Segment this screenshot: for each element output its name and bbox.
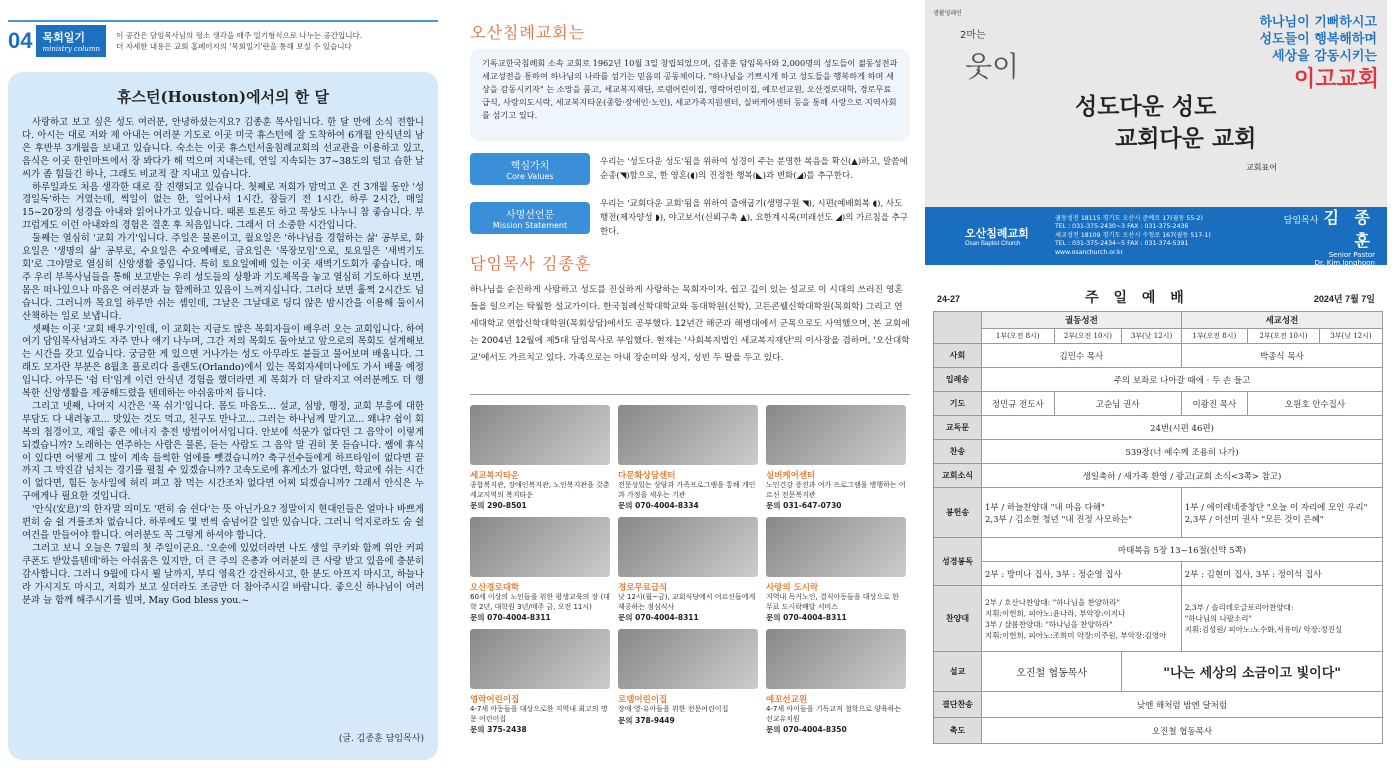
paragraph: 사랑하고 보고 싶은 성도 여러분, 안녕하셨는지요? 김종훈 목사입니다. 한 달 만에 소식 전합니다. 아시는 대로 저와 제 아내는 여러분 기도로 이곳 미국 휴스턴에 잘 도착하여 6개월 안식년의 남은 후반부 3개월을 보내고 있습니다. 숙소는 이곳 휴스턴서울침례교회의 선교관을 이용하고 있고, 음식은 이곳 한인마트에서 장 봐다가 해 먹으며 지내는데, 연일 지속되는 37~38도의 덥고 습한 날씨가 좀 힘들긴 하나, 그래도 비교적 잘 지내고 있습니다. [22, 117, 424, 180]
ministry-photo [766, 517, 906, 577]
paragraph: 둘째는 열심히 '교회 가기'입니다. 주일은 물론이고, 월요일은 '하나님을 경험하는 삶' 공부로, 화요일은 '생명의 삶' 공부로, 수요일은 수요예배로, 금요일은 '목장모임'으로, 토요일은 '새벽기도회'로 그야말로 열심히 신앙생활 중입니다. 특히 토요일예배 있는 이곳 새벽기도회가 좋습니다. 매주 우리 부목사님들을 통해 보고받는 우리 성도들의 상황과 기도제목을 놓고 열심히 기도하다 보면, 몸은 떠나있으나 마음은 여러분과 늘 함께하고 있음이 느껴지십니다. 그러다 보면 훌쩍 2시간도 넘습니다. 그러니까 목요일 하루만 쉬는 셈인데, 그날은 그날대로 딩디 않은 밤시간을 이용해 둘이서 산책하는 일로 보냅니다. [22, 233, 424, 322]
ministry-photo [470, 517, 610, 577]
letter-box [8, 72, 438, 760]
calligraphy-small: 생활영패인 [933, 10, 962, 17]
motto-line-2: 교회다운 교회 [1115, 125, 1257, 152]
ministry-photo [470, 629, 610, 689]
ministry-grid [470, 394, 910, 735]
core-values-badge: 핵심가치 Core Values [470, 153, 590, 185]
ministry-photo [618, 405, 758, 465]
signature: (글. 김종훈 담임목사) [338, 734, 424, 744]
ministry-card: 세교복지타운 종합복지관, 장애인복지관, 노인복지관을 갖춘 세교지역의 복지타운 문의 290-8501 [470, 405, 610, 511]
slogan: 하나님이 기뻐하시고 성도들이 행복해하며 세상을 감동시키는 [1259, 15, 1377, 64]
column-header [8, 20, 438, 60]
mission-badge: 사명선언문 Mission Statement [470, 202, 590, 234]
worship-order-column [925, 0, 1387, 768]
calligraphy-big: 웃이 [965, 50, 1020, 83]
church-intro: 기독교한국침례회 소속 교회로 1962년 10월 3일 창립되었으며, 김종훈 담임목사와 2,000명의 성도들이 젊동성전과 세교성전을 통하여 하나님의 나라를 섬기는 믿음의 공동체이다. "하나님을 기쁘시게 하고 성도들을 행복하게 하며 세상을 감동시키자" 는 소망을 품고, 세교복지재단, 로뎀어린이집, 영락어린이집, 예꼬선교원, 오산경로대학, 경로무료급식, 사랑의도시락, 세교복지타운(종합·장애인·노인), 세교가족지원센터, 실버케어센터 등을 통해 사랑으로 지역사회를 섬기고 있다. [470, 49, 910, 141]
letter-title: 휴스턴(Houston)에서의 한 달 [117, 88, 329, 106]
mission-row [470, 197, 910, 239]
core-values-text: 우리는 '성도다운 성도'됨을 위하여 성경이 주는 분명한 복음을 확신(▲)하고, 말씀에 순종(◥)함으로, 한 영혼(◖)의 진정한 행복(◣)과 변화(◢)를 추구한다. [600, 157, 908, 181]
church-heading: 오산침례교회는 [470, 23, 586, 42]
week-number: 24-27 [937, 294, 961, 304]
ministry-card: 다문화상담센터 전문성있는 상담과 가족프로그램을 통해 개인과 가정을 세우는 기관 문의 070-4004-8334 [618, 405, 758, 511]
church-banner [925, 0, 1387, 265]
column-description: 이 공간은 담임목사님의 평소 생각을 매주 일기형식으로 나누는 공간입니다. 더 자세한 내용은 교회 홈페이지의 '목회일기'란을 통해 보실 수 있습니다 [116, 31, 363, 51]
paragraph: '안식(安息)'의 한자말 의미도 '편히 숨 쉰다'는 뜻 아닌가요? 정말이지 현대인들은 얼마나 바쁘게 편히 숨 쉴 겨를조차 없습니다. 하루에도 몇 번씩 숨넘어갈 일만 있습니다. 그러니 억지로라도 숨 쉴 여건을 만들어야 합니다. 여러분도 꼭 그렇게 하셔야 합니다. [22, 504, 424, 541]
ministry-card: 영락어린이집 4-7세 아동들을 대상으로한 지역내 최고의 명문 어린이집 문의 375-2438 [470, 629, 610, 735]
section-tag: 목회일기 ministry column [36, 25, 106, 57]
motto-line-1: 성도다운 성도 [1075, 93, 1217, 120]
ministry-photo [766, 405, 906, 465]
ministry-photo [618, 629, 758, 689]
page-number: 04 [8, 28, 33, 53]
ministry-card: 로뎀어린이집 장애 영·유아들을 위한 전문어린이집 문의 378-9449 [618, 629, 758, 735]
paragraph: 그리고 넷째, 나머지 시간은 '푹 쉬기'입니다. 몸도 마음도... 설교, 심방, 행정, 교회 부흥에 대한 부담도 다 내려놓고... 맛있는 것도 먹고, 친구도 만나고... 그러는 하나님께 맡기고... 왜냐? 쉼이 회복의 첩경이고, 재일 좋은 에너지 충전 방법이어서입니다. 안보에 석문가 없다던 그 음악이 이렇게 되겠습니까? 노래하는 연주하는 사람은 물론, 듣는 사람도 그 음악 말 권히 못 듣습니다. 쌤에 휴식이 있다면 어떻게 그 많이 계속 들썩한 엄에를 뺏겼습니까? 축구선수들에게 하프타임이 없다면 끝까지 그 박진감 넘치는 경기를 펼칠 수 있겠습니까? 고속도로에 휴게소가 없다면, 학교에 쉬는 시간이 없다면, 힘든 농사일에 허리 펴고 참 먹는 시간조차 없다면 어찌 되겠습니까? 그래서 안식은 누구에게나 필요한 것입니다. [22, 400, 424, 503]
calligraphy-mid: 2마는 [960, 30, 986, 41]
ministry-photo [766, 629, 906, 689]
worship-order-table: 궐동성전 세교성전 1부(오전 8시) 2부(오전 10시) 3부(낮 12시) 1부(오전 8시) 2부(오전 10시) 3부(낮 12시) 사회 김민수 목사 박종식 목사 입례송 주의 보좌로 나아갈 때에 · 두 손 들고 기도 정민규 전도사 고순님 권사 이광진 목사 오원호 안수집사 교독문 24번(시편 46편) 찬송 539장(너 예수께 조용히 나가) 교회소식 생일축하 / 새가족 환영 / 광고(교회 소식<3쪽> 참고) 봉헌송 1부 / 하늘찬양대 "내 마음 다해" 2,3부 / 김소현 청년 "내 진정 사모하는" 1부 / 에이레네중창단 "오늘 이 자리에 모인 우리" 2,3부 / 이선미 권사 "모든 것이 은혜" 성경봉독 마태복음 5장 13~16절(신약 5쪽) 2부 : 방미나 집사, 3부 : 정순영 집사 2부 : 김현미 집사, 3부 : 정이석 집사 찬양대 2부 / 호산나찬양대: "하나님을 찬양하라" 지휘:이헌희, 피아노:윤나라, 부악장:이지나 3부 / 샬롬찬양대: "하나님을 찬양하라" 지휘:이헌희, 피아노:조희미 악장:이주원, 부악장:김영아 2,3부 / 솔리데오글로리아찬양대: "하나님의 나팔소리" 지휘:김성원/ 피아노:노수화,서유미/ 악장:정진실 설교 오진철 협동목사 "나는 세상의 소금이고 빛이다" 결단찬송 낮엔 해처럼 밤엔 달처럼 축도 오진철 협동목사 [933, 311, 1383, 744]
worship-title: 주 일 예 배 [1085, 290, 1189, 306]
pastor-heading: 담임목사 김종훈 [470, 254, 592, 273]
church-logo: 이고교회 [1293, 67, 1379, 92]
pastor-info: 담임목사 김 종 훈 Senior Pastor Dr. Kim,Jonghoon [1283, 208, 1375, 265]
mission-text: 우리는 '교회다운 교회'됨을 위하여 출애굽기(생명구원 ◥), 시편(예배회복 ◖), 사도행전(제자양성 ◗), 야고보서(신뢰구축 ▲), 요한계시록(미래선도 ◢)의 가르침을 추구한다. [600, 199, 909, 237]
section-badge [8, 24, 106, 58]
ministry-card: 예꼬선교원 4-7세 아이들을 기독교적 철학으로 양육하는 선교유치원 문의 070-4004-8350 [766, 629, 906, 735]
ministry-card: 실버케어센터 노인건강 증진과 여가 프로그램을 병행하는 어르신 전문복지관 문의 031-647-0730 [766, 405, 906, 511]
worship-header [937, 287, 1375, 307]
core-values-row [470, 153, 910, 185]
ministry-photo [618, 517, 758, 577]
church-address: 궐동성전 18115 경기도 오산시 준예로 17(궐동 55-2) TEL : 031-375-2430~3 FAX : 031-375-2436 세교성전 18109 경기도 오산시 수청로 167(궐동 517-1) TEL : 031-375-2434~5 FAX : 031-374-5391 www.osanchurch.or.kr [1055, 214, 1211, 256]
worship-date: 2024년 7월 7일 [1313, 294, 1375, 304]
motto-label: 교회표어 [1246, 163, 1277, 172]
ministry-card: 오산경로대학 60세 이상의 노인들을 위한 평생교육의 장 (대학 2년, 대학원 3년/매주 금, 오전 11시) 문의 070-4004-8311 [470, 517, 610, 623]
church-intro-column [470, 20, 910, 760]
church-info-bar [925, 207, 1387, 265]
pastor-bio: 하나님을 순진하게 사랑하고 성도를 진실하게 사랑하는 목회자이자, 쉽고 깊이 있는 설교로 이 시대의 쓰러진 영혼들을 일으키는 탁월한 설교가이다. 한국침례신학대학교와 동대학원(신학), 고든콘웰신학대학원(목회학) 그리고 연세대학교 연합신학대학원(목회상담)에서도 공부했다. 12년간 해군과 해병대에서 군목으로도 사역했으며, 본 교회에는 2004년 12월에 제5대 담임목사로 부임했다. 현재는 '사회복지법인 세교복지재단'의 이사장을 겸하며, '오산대학교'에서도 가르치고 있다. 가족으로는 아내 장순미와 성지, 성빈 두 딸을 두고 있다. [470, 285, 910, 363]
ministry-card: 경로무료급식 낮 12시(월~금), 교회식당에서 어르신들에게 제공하는 점심식사 문의 070-4004-8311 [618, 517, 758, 623]
paragraph: 셋째는 이곳 '교회 배우기'인데, 이 교회는 지금도 많은 목회자들이 배우러 오는 교회입니다. 하여 여기 담임목사님과도 자주 만나 얘기 나누며, 그간 저의 목회도 돌아보고 앞으로의 목회도 설계해보는 시간을 갖고 있습니다. 궁금한 게 있으면 거나가는 성도 아무라도 붙들고 물어보며 배웁니다. 그래도 모자란 부분은 8월초 플로리다 올랜도(Orlando)에서 있는 목회자세미나에도 가서 배울 예정입니다. 아무든 '쉼 터'임게 이런 안식년 경험을 했더라면 제 목회가 더 달라지고 여러분께도 더 행복한 신앙생활을 제공해드렸을 텐데하는 아쉬움마저 듭니다. [22, 323, 424, 400]
ministry-photo [470, 405, 610, 465]
ministry-column [8, 20, 438, 760]
church-name: 오산침례교회 Osan Baptist Church [965, 228, 1029, 247]
ministry-card: 사랑의 도시락 지역내 독거노인, 결식아동들을 대상으로 한 무료 도시락배달 서비스 문의 070-4004-8311 [766, 517, 906, 623]
paragraph: 하루일과도 처음 생각한 대로 잘 진행되고 있습니다. 첫째로 저희가 맘먹고 온 건 3개월 동안 '성경일독'하는 거였는데, 썩일이 없는 한, 일어나서 1시간, 잠들기 전 1시간, 하루 2시간, 매일 15~20장의 성경을 아내와 읽어나가고 있습니다. 때론 토론도 하고 묵상도 나누니 참 좋습니다. 부끄럽게도 이런 아내와의 경험은 결혼 후 처음입니다. 그래서 더 소중한 시간입니다. [22, 181, 424, 232]
paragraph: 그러고 보니 오늘은 7월의 첫 주일이군요. '오순에 있었더라면 나도 생일 쿠키와 함께 위안 커피 쿠폰도 받았을텐데'하는 아쉬움은 있지만, 더 큰 주의 은총과 여러분의 큰 사랑 받고 있음에 충분히 감사합니다. 그러니 9월에 다시 뵐 날까지, 부디 영육간 강건하시고, 한 분도 아프지 마시고, 하늘나라 가시지도 마시고, 저희가 보고 싶더라도 조금만 더 참아주시길 바랍니다. 좋으신 하나님이 여러분과 늘 함께 해주시기를 빌며, May God bless you.~ [22, 542, 424, 606]
